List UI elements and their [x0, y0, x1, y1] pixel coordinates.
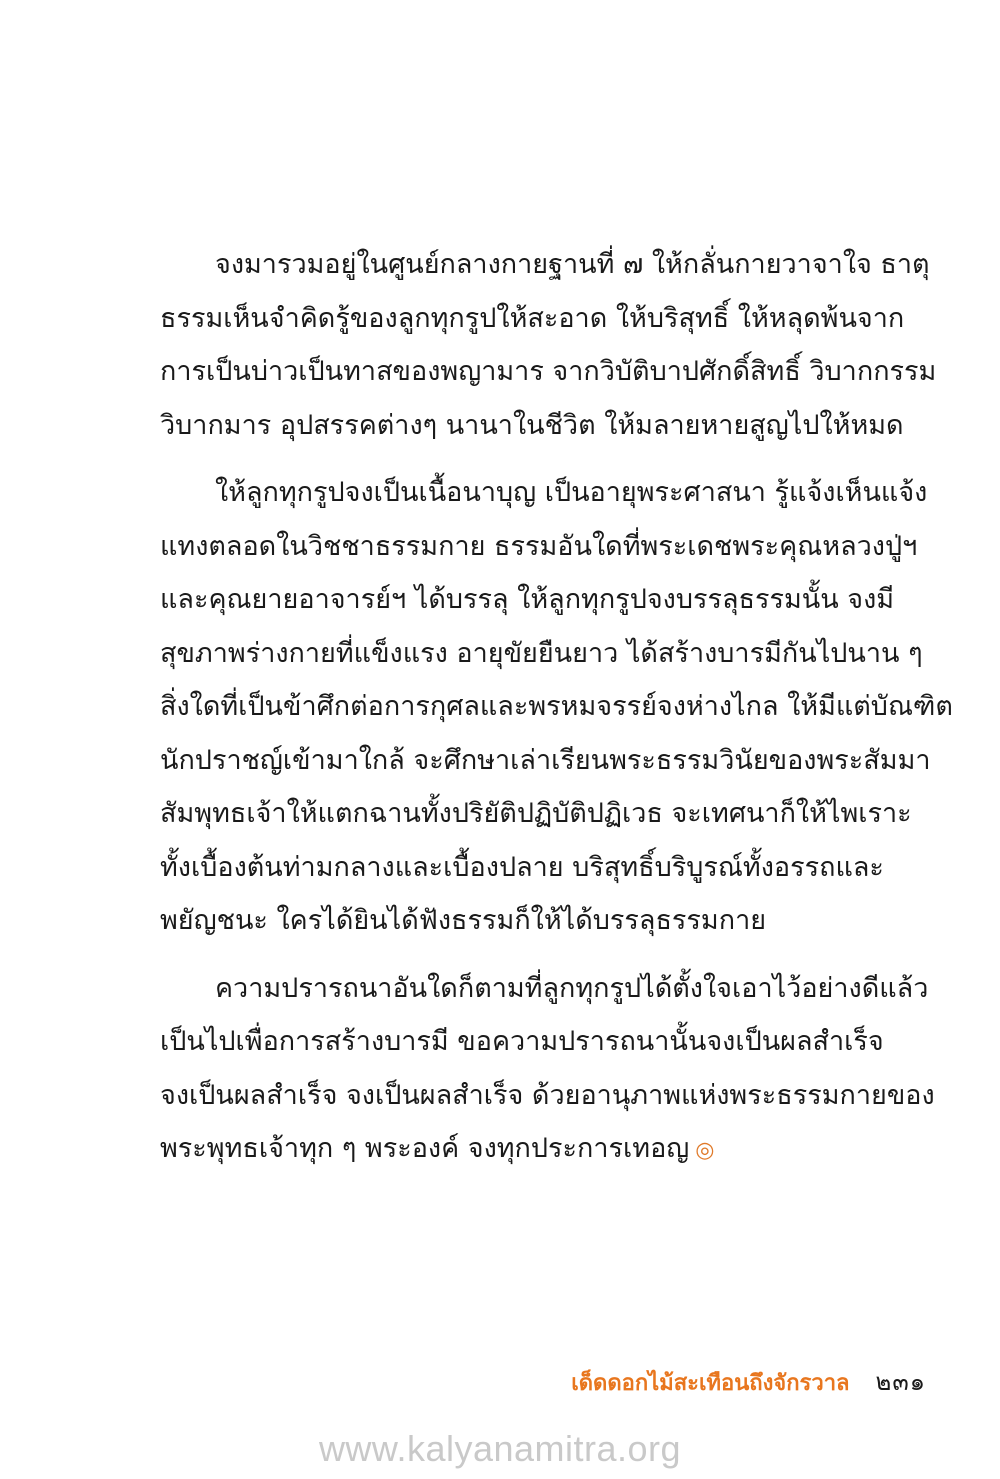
text-line: ทั้งเบื้องต้นท่ามกลางและเบื้องปลาย บริสุทธิ์บริบูรณ์ทั้งอรรถและ — [160, 851, 884, 883]
text-line: ความปรารถนาอันใดก็ตามที่ลูกทุกรูปได้ตั้งใจเอาไว้อย่างดีแล้ว — [215, 972, 929, 1004]
paragraph-3 — [160, 962, 935, 1178]
body-text — [160, 238, 953, 1178]
page-footer — [571, 1362, 926, 1401]
text-line: จงมารวมอยู่ในศูนย์กลางกายฐานที่ ๗ ให้กลั่นกายวาจาใจ ธาตุ — [215, 249, 930, 280]
watermark: www.kalyanamitra.org — [318, 1428, 682, 1469]
text-line: พยัญชนะ ใครได้ยินได้ฟังธรรมก็ให้ได้บรรลุธรรมกาย — [160, 905, 767, 936]
text-line: การเป็นบ่าวเป็นทาสของพญามาร จากวิบัติบาปศักดิ์สิทธิ์ วิบากกรรม — [160, 356, 937, 387]
text-line: และคุณยายอาจารย์ฯ ได้บรรลุ ให้ลูกทุกรูปจงบรรลุธรรมนั้น จงมี — [160, 584, 895, 615]
text-line: สัมพุทธเจ้าให้แตกฉานทั้งปริยัติปฏิบัติปฏิเวธ จะเทศนาก็ให้ไพเราะ — [160, 798, 912, 829]
text-line: แทงตลอดในวิชชาธรรมกาย ธรรมอันใดที่พระเดชพระคุณหลวงปู่ฯ — [160, 530, 918, 562]
end-mark-icon: ◎ — [695, 1138, 715, 1163]
paragraph-2 — [160, 466, 953, 948]
text-line: วิบากมาร อุปสรรคต่างๆ นานาในชีวิต ให้มลายหายสูญไปให้หมด — [160, 409, 904, 441]
book-title: เด็ดดอกไม้สะเทือนถึงจักรวาล — [571, 1371, 850, 1396]
text-line-last — [160, 1122, 860, 1178]
paragraph-1 — [160, 238, 937, 452]
text-line: ธรรมเห็นจำคิดรู้ของลูกทุกรูปให้สะอาด ให้บริสุทธิ์ ให้หลุดพ้นจาก — [160, 302, 905, 334]
page-number: ๒๓๑ — [875, 1368, 926, 1396]
text-line: ให้ลูกทุกรูปจงเป็นเนื้อนาบุญ เป็นอายุพระศาสนา รู้แจ้งเห็นแจ้ง — [215, 477, 928, 508]
text-line-content: พระพุทธเจ้าทุก ๆ พระองค์ จงทุกประการเทอญ — [160, 1133, 690, 1164]
text-line: นักปราชญ์เข้ามาใกล้ จะศึกษาเล่าเรียนพระธรรมวินัยของพระสัมมา — [160, 744, 931, 776]
text-line: สิ่งใดที่เป็นข้าศึกต่อการกุศลและพรหมจรรย์จงห่างไกล ให้มีแต่บัณฑิต — [160, 691, 953, 722]
text-line: สุขภาพร่างกายที่แข็งแรง อายุขัยยืนยาว ได้สร้างบารมีกันไปนาน ๆ — [160, 637, 923, 669]
text-line: จงเป็นผลสำเร็จ จงเป็นผลสำเร็จ ด้วยอานุภาพแห่งพระธรรมกายของ — [160, 1079, 935, 1111]
text-line: เป็นไปเพื่อการสร้างบารมี ขอความปรารถนานั้นจงเป็นผลสำเร็จ — [160, 1026, 884, 1057]
